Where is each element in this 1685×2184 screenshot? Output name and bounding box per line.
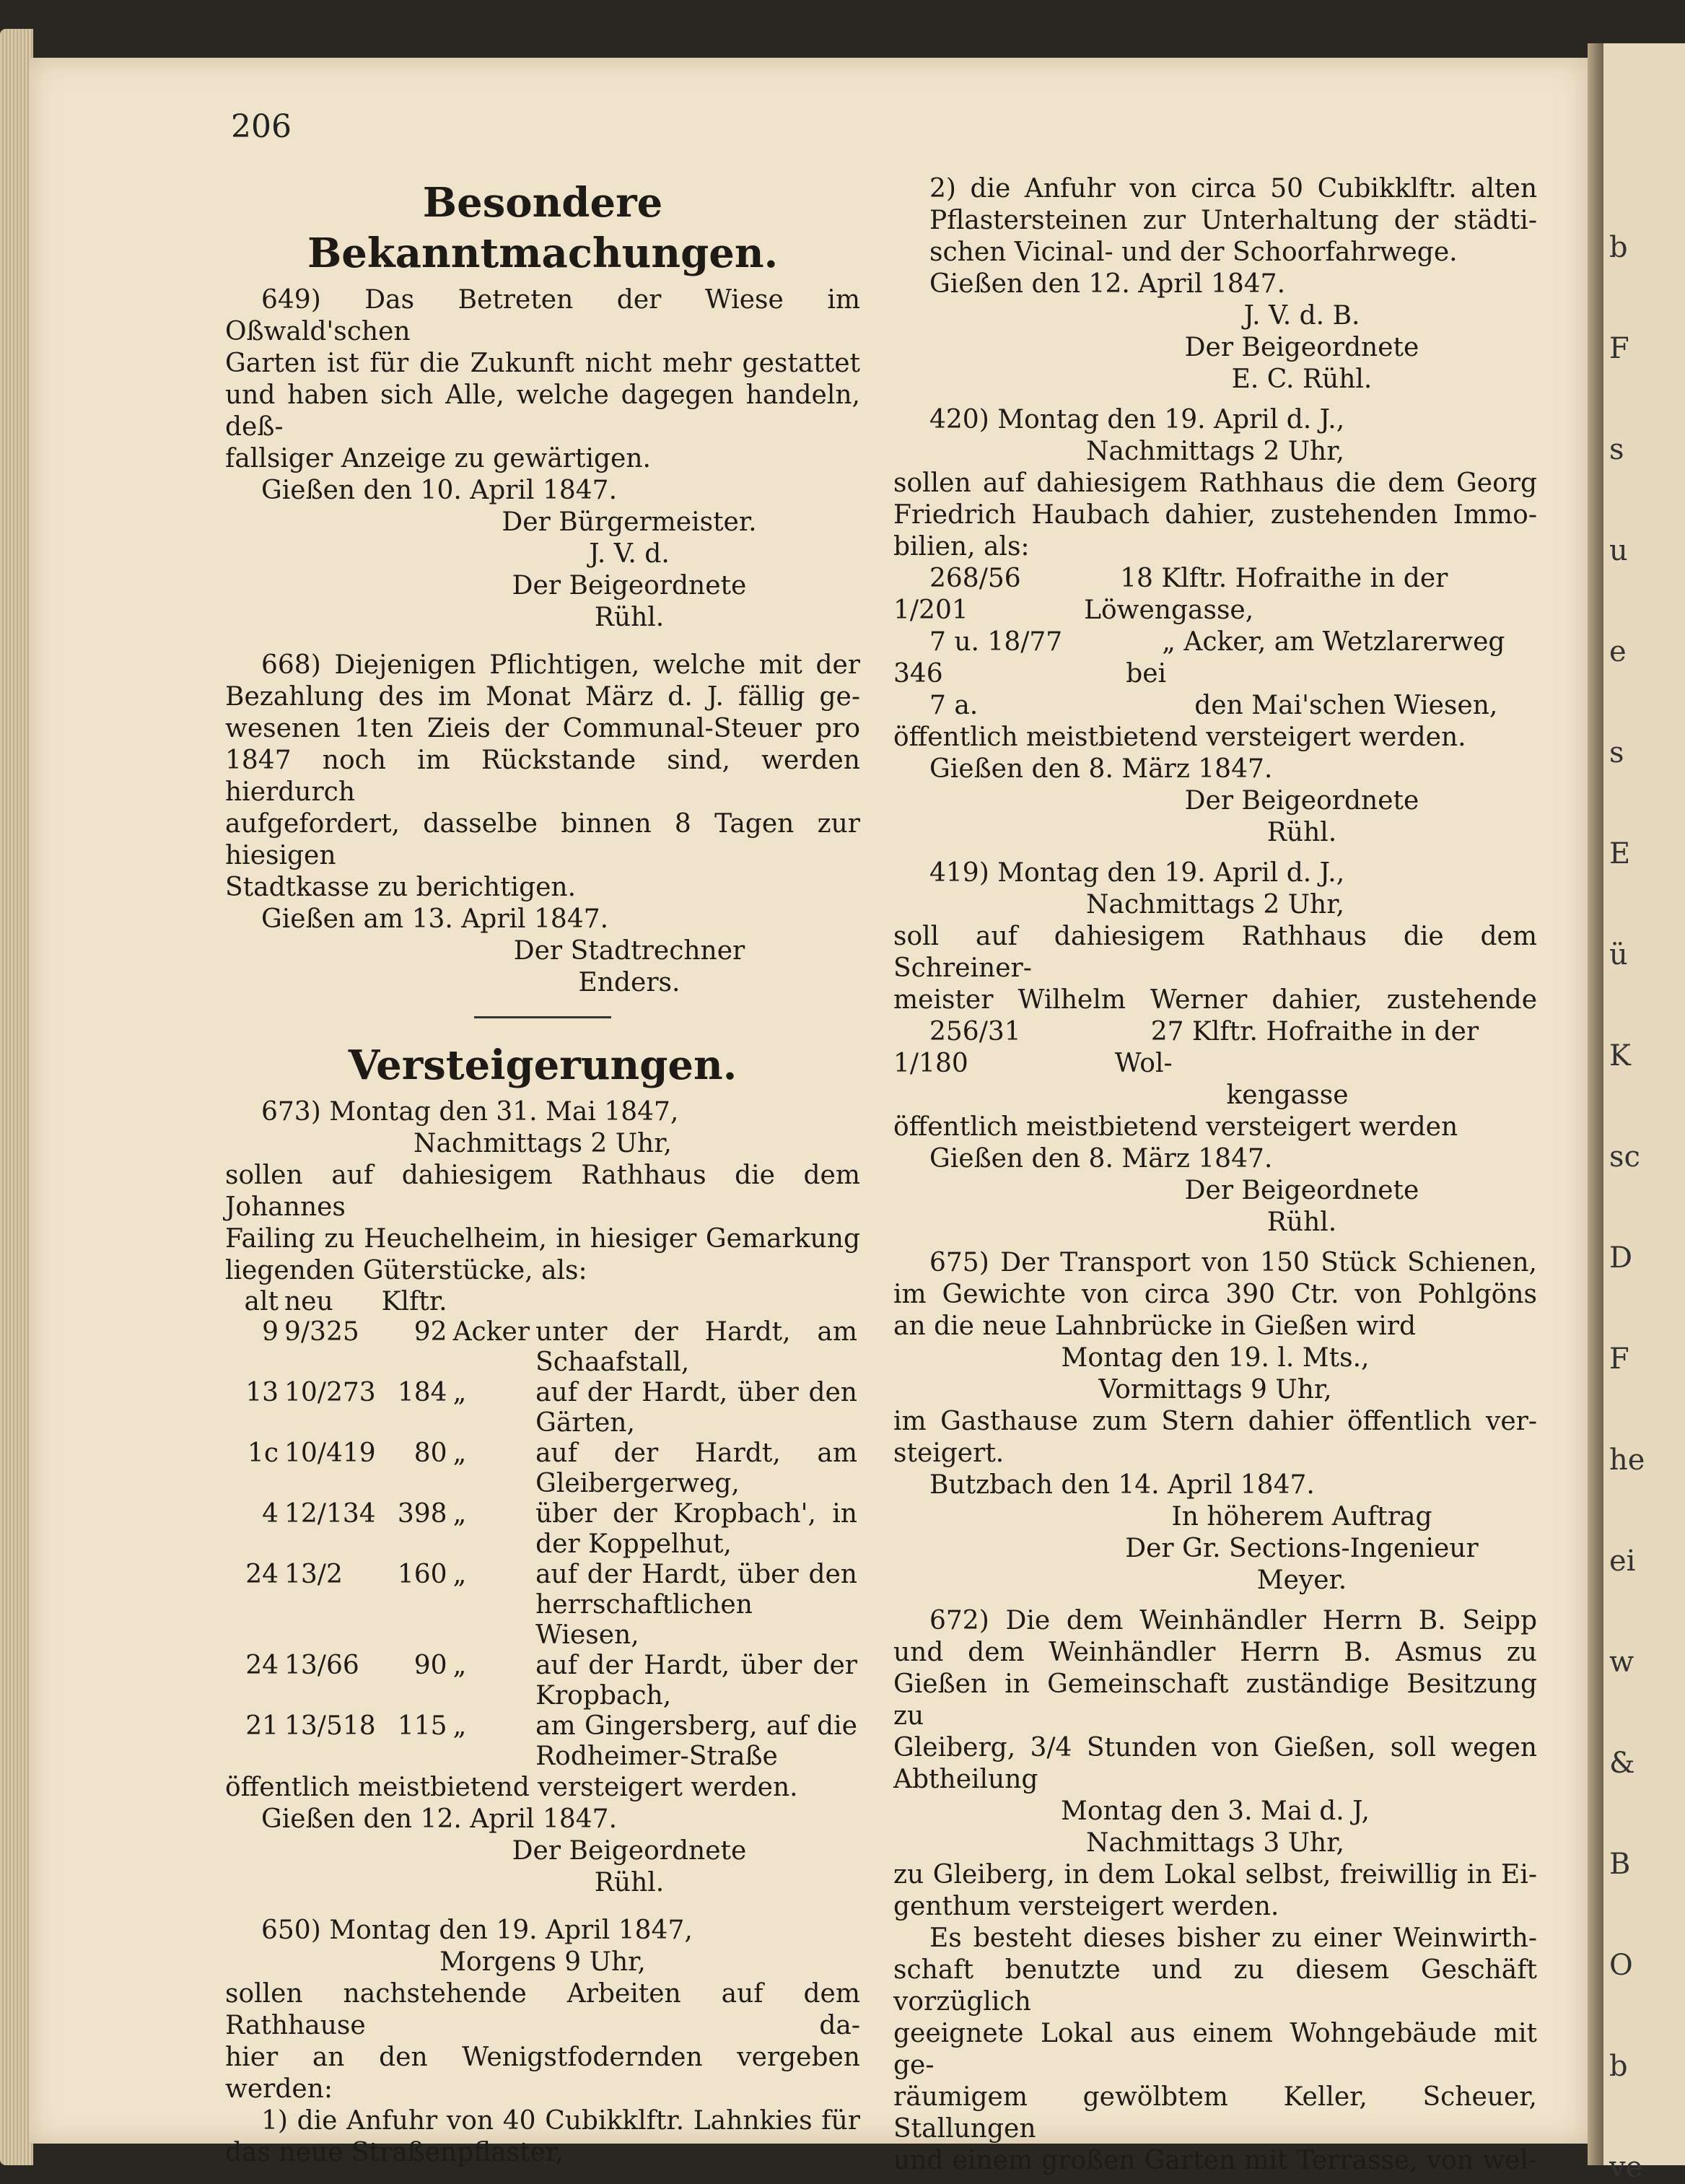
heading-notices: Besondere Bekanntmachungen. — [307, 179, 779, 277]
notice-668: 668) Diejenigen Pflichtigen, welche mit der Bezahlung des im Monat März d. J. fällig ge- wesenen 1ten Zieis der Communal-Steuer pro 1847 noch im Rückstande sind, werden hierdurch aufgefordert, dasselbe binnen 8 Tagen zur hiesigen Stadtkasse zu berichtigen. Gießen am 13. April 1847. Der Stadtrechner Enders. — [225, 650, 860, 997]
next-page-fragment: b — [1609, 231, 1628, 264]
next-page-fragment: s — [1609, 433, 1624, 466]
right-column — [893, 173, 1537, 2177]
notice-date: Gießen den 8. März 1847. — [929, 754, 1273, 784]
next-page-fragment: K — [1609, 1039, 1631, 1073]
lot-row: 256/31 1/180 27 Klftr. Hofraithe in der Wol- — [893, 1017, 1479, 1078]
next-page-fragment: sc — [1609, 1140, 1640, 1174]
table-row: 9 9/325 92 Acker unter der Hardt, am Schaafstall, — [262, 1317, 857, 1377]
next-page-fragment: E — [1609, 837, 1631, 870]
next-page-edge — [1603, 43, 1685, 2184]
next-page-fragment: & — [1609, 1747, 1635, 1780]
table-row: 13 10/273 184 „ auf der Hardt, über den Gärten, — [245, 1378, 857, 1438]
table-row: 1c 10/419 80 „ auf der Hardt, am Gleibergerweg, — [247, 1438, 857, 1498]
next-page-fragment: F — [1609, 332, 1629, 365]
next-page-fragment: w — [1609, 1646, 1634, 1679]
section-divider — [474, 1016, 611, 1018]
table-row: 4 12/134 398 „ über der Kropbach', in der Koppelhut, — [262, 1499, 857, 1559]
notice-672: 672) Die dem Weinhändler Herrn B. Seipp und dem Weinhändler Herrn B. Asmus zu Gießen in Gemeinschaft zuständige Besitzung zu Gleiberg, 3/4 Stunden von Gießen, soll wegen Abtheilung Montag den 3. Mai d. J, Nachmittags 3 Uhr, zu Gleiberg, in dem Lokal selbst, freiwillig in Ei- genthum versteigert werden. Es besteht dieses bisher zu einer Weinwirth- schaft benutzte und zu diesem Geschäft vorzüglich geeignete Lokal aus einem Wohngebäude mit ge- räumigem gewölbtem Keller, Scheuer, Stallungen und einem großen Garten mit Terrasse, von wel- — [893, 1606, 1537, 2175]
notice-675: 675) Der Transport von 150 Stück Schienen, im Gewichte von circa 390 Ctr. von Pohlgöns an die neue Lahnbrücke in Gießen wird Montag den 19. l. Mts., Vormittags 9 Uhr, im Gasthause zum Stern dahier öffentlich ver- steigert. Butzbach den 14. April 1847. In höherem Auftrag Der Gr. Sections-Ingenieur Meyer. — [893, 1248, 1537, 1595]
next-page-fragment: ü — [1609, 938, 1628, 971]
book-spine — [1588, 43, 1603, 2165]
lot-row: 7 a. den Mai'schen Wiesen, — [929, 691, 1498, 720]
next-page-fragment: b — [1609, 2050, 1628, 2083]
notice-date: Gießen den 8. März 1847. — [929, 1144, 1273, 1174]
notice-673: 673) Montag den 31. Mai 1847, Nachmittags 2 Uhr, sollen auf dahiesigem Rathhaus die dem Johannes Failing zu Heuchelheim, in hiesiger Gemarkung liegenden Güterstücke, als: alt neu Klftr. 9 9/325 92 Acker unter der Hardt, am Schaafstall, 13 10/273 184 „ auf der Hardt, über den Gärten, 1c 10/419 80 „ auf der Hardt, am Gleibergerweg, 4 12/134 398 „ über der Kropbach', in der Koppelhut, 24 13/2 160 „ auf der Hardt, über den herrschaftlichen Wiesen, 24 13/66 90 „ auf der Hardt, über der Kropbach, 21 13/518 115 „ am Gingersberg, auf die Rodheimer-Straße öffentlich meistbietend versteigert werden. Gießen den 12. April 1847. Der Beigeordnete Rühl. — [225, 1097, 860, 1897]
table-row: 21 13/518 115 „ am Gingersberg, auf die Rodheimer-Straße — [245, 1711, 857, 1771]
next-page-fragment: e — [1609, 635, 1627, 668]
lot-row: 7 u. 18/77 346 „ Acker, am Wetzlarerweg bei — [893, 627, 1505, 689]
next-page-fragment: u — [1609, 534, 1628, 567]
next-page-fragment: he — [1609, 1443, 1645, 1477]
next-page-fragment: D — [1609, 1241, 1633, 1275]
next-page-fragment: s — [1609, 736, 1624, 769]
notice-650-continued: 2) die Anfuhr von circa 50 Cubikklftr. alten Pflastersteinen zur Unterhaltung der städti- schen Vicinal- und der Schoorfahrwege. Gießen den 12. April 1847. J. V. d. B. Der Beigeordnete E. C. Rühl. — [893, 173, 1537, 396]
lot-row: 268/56 1/201 18 Klftr. Hofraithe in der Löwengasse, — [893, 564, 1448, 625]
heading-auctions: Versteigerungen. — [348, 1041, 738, 1089]
left-column — [225, 173, 860, 2169]
next-page-fragment: F — [1609, 1342, 1629, 1376]
next-page-fragment: O — [1609, 1949, 1633, 1982]
next-page-fragment: ve — [1609, 2151, 1643, 2184]
page-number: 206 — [231, 108, 292, 145]
notice-650: 650) Montag den 19. April 1847, Morgens 9 Uhr, sollen nachstehende Arbeiten auf dem Rathhause da- hier an den Wenigstfodernden vergeben werden: 1) die Anfuhr von 40 Cubikklftr. Lahnkies für das neue Straßenpflaster, — [225, 1916, 860, 2167]
next-page-fragment: ei — [1609, 1545, 1636, 1578]
notice-date: Gießen den 10. April 1847. — [261, 476, 618, 505]
notice-date: Butzbach den 14. April 1847. — [929, 1470, 1315, 1500]
notice-420: 420) Montag den 19. April d. J., Nachmittags 2 Uhr, sollen auf dahiesigem Rathhaus die dem Georg Friedrich Haubach dahier, zustehenden Immo- bilien, als: 268/56 1/201 18 Klftr. Hofraithe in der Löwengasse, 7 u. 18/77 346 „ Acker, am Wetzlarerweg bei 7 a. den Mai'schen Wiesen, öffentlich meistbietend versteigert werden. Gießen den 8. März 1847. Der Beigeordnete Rühl. — [893, 405, 1537, 847]
next-page-fragment: B — [1609, 1848, 1631, 1881]
notice-date: Gießen den 12. April 1847. — [261, 1804, 618, 1834]
parcel-table-header: alt neu Klftr. — [244, 1287, 447, 1316]
notice-date: Gießen den 12. April 1847. — [929, 269, 1286, 299]
notice-date: Gießen am 13. April 1847. — [261, 904, 609, 934]
table-row: 24 13/2 160 „ auf der Hardt, über den herrschaftlichen Wiesen, — [245, 1560, 857, 1650]
table-row: 24 13/66 90 „ auf der Hardt, über der Kropbach, — [245, 1651, 857, 1711]
notice-649: 649) Das Betreten der Wiese im Oßwald'schen Garten ist für die Zukunft nicht mehr gestattet und haben sich Alle, welche dagegen handeln, deß- fallsiger Anzeige zu gewärtigen. Gießen den 10. April 1847. Der Bürgermeister. J. V. d. Der Beigeordnete Rühl. — [225, 285, 860, 632]
notice-419: 419) Montag den 19. April d. J., Nachmittags 2 Uhr, soll auf dahiesigem Rathhaus die dem Schreiner- meister Wilhelm Werner dahier, zustehende 256/31 1/180 27 Klftr. Hofraithe in der Wol- kengasse öffentlich meistbietend versteigert werden Gießen den 8. März 1847. Der Beigeordnete Rühl. — [893, 858, 1537, 1237]
parcel-table — [225, 1287, 860, 1772]
